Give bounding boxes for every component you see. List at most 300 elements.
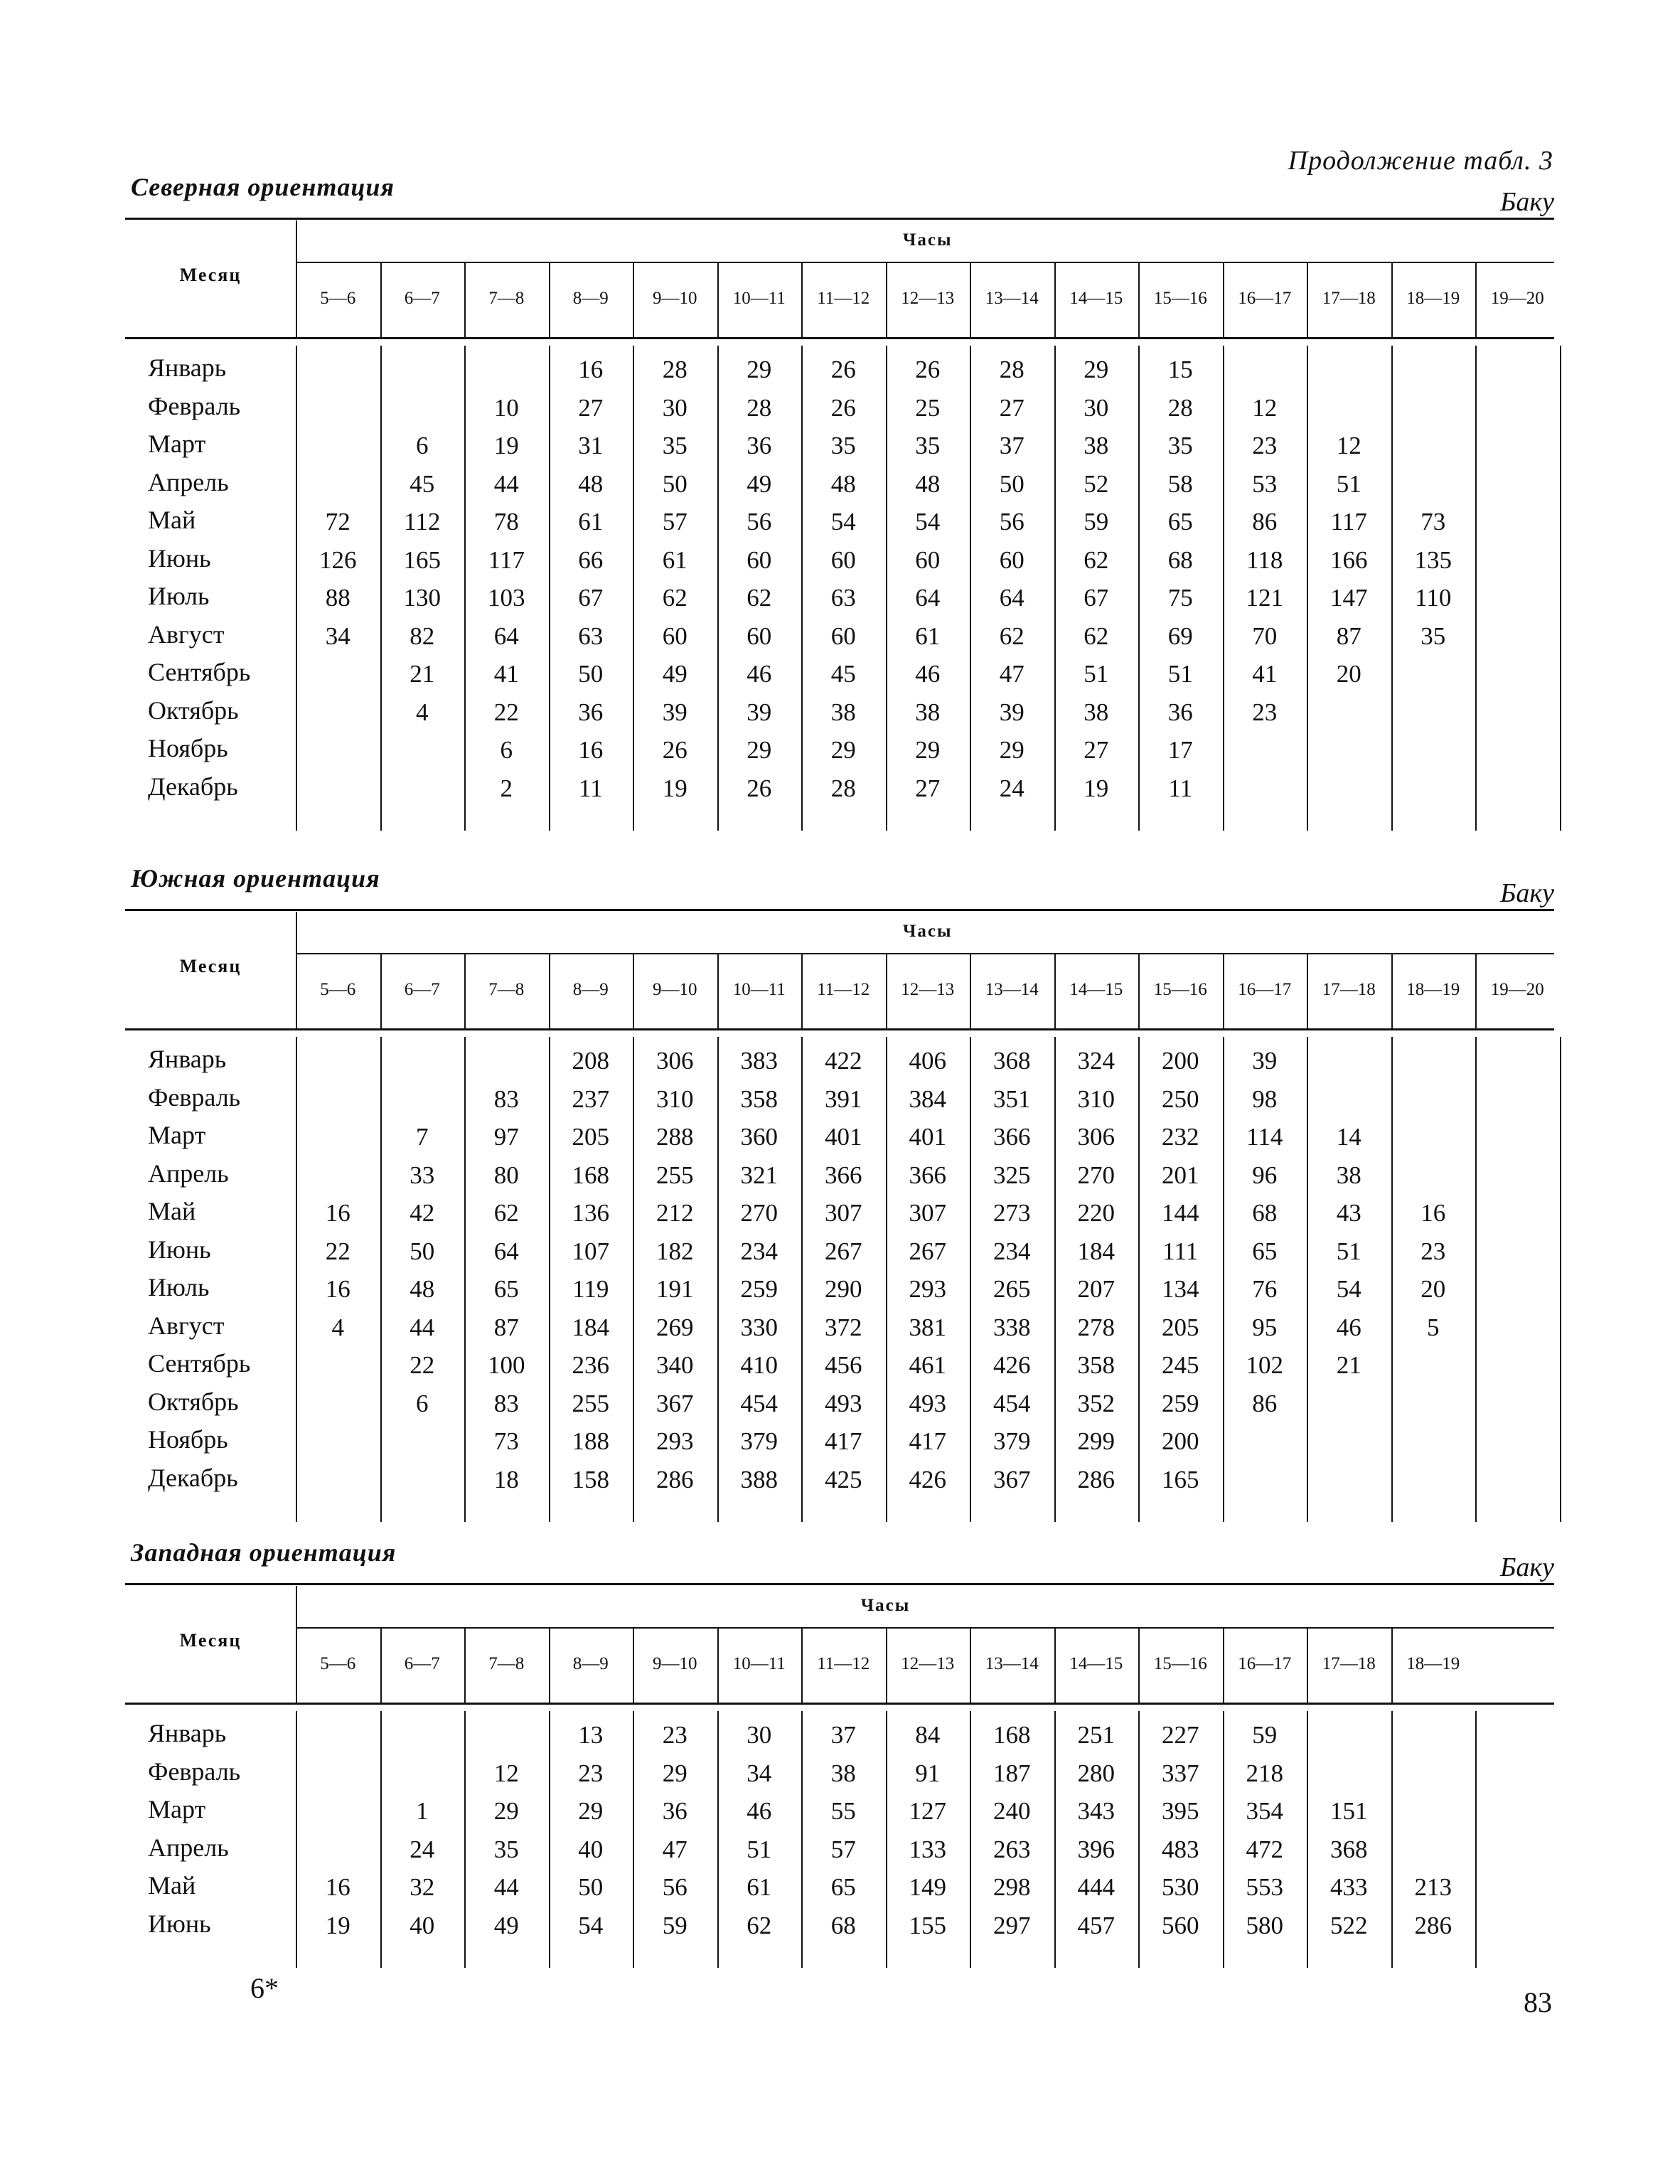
table-cell: 307	[825, 1199, 862, 1227]
table-cell: 168	[572, 1161, 609, 1189]
table-cell: 208	[572, 1047, 609, 1075]
table-cell: 14	[1336, 1123, 1361, 1151]
table-cell: 86	[1252, 1389, 1278, 1417]
hour-header: 16—17	[1238, 980, 1292, 999]
table-cell: 48	[578, 469, 604, 498]
table-cell: 39	[1252, 1047, 1278, 1075]
month-label: Июнь	[148, 1235, 211, 1264]
table-cell: 24	[410, 1835, 435, 1863]
table-cell: 65	[1252, 1237, 1278, 1265]
orientation-section	[125, 169, 1554, 832]
table-cell: 40	[410, 1911, 435, 1939]
table-cell: 16	[1420, 1199, 1446, 1227]
table-cell: 54	[915, 508, 941, 536]
column-divider	[296, 912, 297, 1028]
hour-header: 11—12	[817, 1654, 870, 1673]
table-cell: 16	[578, 736, 604, 764]
table-cell: 95	[1252, 1313, 1278, 1341]
month-label: Апрель	[148, 1158, 229, 1188]
hours-rule	[296, 1627, 1554, 1629]
table-cell: 30	[1084, 393, 1109, 422]
table-cell: 273	[993, 1199, 1031, 1227]
table-cell: 51	[1084, 660, 1109, 688]
table-cell: 55	[830, 1797, 856, 1825]
table-cell: 50	[410, 1237, 435, 1265]
table-cell: 155	[909, 1911, 946, 1939]
table-cell: 280	[1077, 1759, 1115, 1787]
table-cell: 23	[1252, 698, 1278, 726]
section-title: Южная ориентация	[131, 864, 380, 893]
table-cell: 50	[578, 660, 604, 688]
table-cell: 165	[1162, 1465, 1199, 1493]
table-cell: 255	[656, 1161, 694, 1189]
hours-header: Часы	[903, 230, 953, 250]
month-label: Октябрь	[148, 696, 239, 725]
table-cell: 16	[578, 356, 604, 383]
header-bottom-rule	[125, 1703, 1554, 1705]
header-bottom-rule	[125, 1028, 1554, 1030]
table-cell: 98	[1252, 1085, 1278, 1113]
table-cell: 48	[830, 469, 856, 498]
table-cell: 34	[325, 622, 351, 650]
table-cell: 158	[572, 1465, 609, 1493]
table-cell: 82	[410, 622, 435, 650]
table-cell: 191	[656, 1275, 694, 1303]
table-cell: 38	[1084, 698, 1109, 726]
table-cell: 56	[662, 1873, 687, 1901]
table-cell: 26	[747, 774, 772, 802]
table-cell: 38	[830, 1759, 856, 1787]
hours-rule	[296, 953, 1554, 954]
table-cell: 27	[999, 393, 1024, 422]
table-cell: 417	[825, 1427, 862, 1455]
table-cell: 367	[993, 1465, 1031, 1493]
table-cell: 23	[662, 1721, 687, 1749]
table-cell: 51	[1167, 660, 1193, 688]
table-cell: 165	[403, 545, 441, 574]
table-cell: 36	[662, 1797, 687, 1825]
table-cell: 36	[578, 698, 604, 726]
month-label: Ноябрь	[148, 1425, 228, 1454]
table-cell: 391	[825, 1085, 862, 1113]
table-cell: 522	[1330, 1911, 1368, 1939]
table-cell: 46	[1336, 1313, 1361, 1341]
table-cell: 187	[993, 1759, 1031, 1787]
hour-header: 8—9	[572, 1654, 609, 1673]
table-cell: 61	[747, 1873, 772, 1901]
table-cell: 366	[993, 1123, 1031, 1151]
table-cell: 290	[825, 1275, 862, 1303]
table-cell: 144	[1162, 1199, 1199, 1227]
table-cell: 35	[1420, 622, 1446, 650]
hour-header: 9—10	[653, 1654, 697, 1673]
table-cell: 383	[740, 1047, 778, 1075]
section-title: Северная ориентация	[131, 173, 395, 201]
hour-header: 5—6	[320, 980, 356, 999]
continuation-label: Продолжение табл. 3	[1288, 146, 1553, 176]
column-divider	[296, 1586, 297, 1703]
table-cell: 250	[1162, 1085, 1199, 1113]
table-cell: 338	[993, 1313, 1031, 1341]
table-cell: 107	[572, 1237, 609, 1265]
hour-header: 11—12	[817, 289, 870, 308]
table-cell: 293	[909, 1275, 946, 1303]
table-cell: 483	[1162, 1835, 1199, 1863]
month-label: Март	[148, 1121, 206, 1149]
table-cell: 66	[578, 545, 604, 574]
table-cell: 396	[1077, 1835, 1115, 1863]
table-cell: 306	[656, 1047, 694, 1075]
table-cell: 388	[740, 1465, 778, 1493]
table-cell: 62	[1084, 545, 1109, 574]
table-cell: 59	[1084, 508, 1109, 536]
table-cell: 286	[656, 1465, 694, 1493]
table-cell: 33	[410, 1161, 435, 1189]
hour-header: 9—10	[653, 289, 697, 308]
table-cell: 553	[1246, 1873, 1283, 1901]
table-cell: 70	[1252, 622, 1278, 650]
table-cell: 324	[1077, 1047, 1115, 1075]
table-cell: 472	[1246, 1835, 1283, 1863]
table-cell: 426	[993, 1351, 1031, 1379]
hour-header: 8—9	[572, 289, 609, 308]
table-cell: 337	[1162, 1759, 1199, 1787]
table-cell: 43	[1336, 1199, 1361, 1227]
table-cell: 358	[1077, 1351, 1115, 1379]
table-cell: 26	[830, 393, 856, 422]
table-cell: 263	[993, 1835, 1031, 1863]
table-cell: 425	[825, 1465, 862, 1493]
hour-header: 14—15	[1069, 980, 1123, 999]
table-cell: 6	[416, 432, 429, 459]
signature-mark: 6*	[250, 1972, 279, 2004]
table-cell: 4	[331, 1313, 344, 1341]
table-cell: 325	[993, 1161, 1031, 1189]
hour-header: 10—11	[732, 289, 786, 308]
data-table	[125, 1583, 1554, 1965]
table-cell: 16	[325, 1199, 351, 1227]
table-cell: 65	[830, 1873, 856, 1901]
table-cell: 64	[915, 584, 941, 612]
table-cell: 267	[825, 1237, 862, 1265]
table-cell: 32	[410, 1873, 435, 1901]
table-cell: 42	[410, 1199, 435, 1227]
table-cell: 135	[1414, 545, 1452, 574]
hour-header: 16—17	[1238, 1654, 1292, 1673]
hours-header: Часы	[903, 922, 953, 941]
hours-rule	[296, 262, 1554, 263]
table-cell: 62	[999, 622, 1024, 650]
table-cell: 44	[493, 469, 519, 498]
hour-header: 13—14	[985, 980, 1039, 999]
month-label: Январь	[148, 1719, 227, 1747]
table-cell: 134	[1162, 1275, 1199, 1303]
table-cell: 37	[999, 432, 1024, 459]
hour-header: 6—7	[404, 289, 440, 308]
table-cell: 560	[1162, 1911, 1199, 1939]
table-cell: 245	[1162, 1351, 1199, 1379]
table-top-rule	[125, 909, 1554, 911]
hour-header: 11—12	[817, 980, 870, 999]
table-cell: 49	[493, 1911, 519, 1939]
table-cell: 65	[493, 1275, 519, 1303]
month-label: Сентябрь	[148, 658, 251, 686]
table-cell: 68	[1252, 1199, 1278, 1227]
table-cell: 54	[578, 1911, 604, 1939]
table-cell: 49	[747, 469, 772, 498]
table-cell: 16	[325, 1873, 351, 1901]
hour-header: 7—8	[488, 1654, 525, 1673]
table-cell: 493	[825, 1389, 862, 1417]
table-cell: 20	[1420, 1275, 1446, 1303]
table-cell: 76	[1252, 1275, 1278, 1303]
table-cell: 147	[1330, 584, 1368, 612]
table-cell: 4	[416, 698, 429, 726]
table-cell: 27	[915, 774, 941, 802]
table-cell: 28	[999, 356, 1024, 383]
table-cell: 7	[416, 1123, 429, 1151]
table-cell: 15	[1167, 356, 1193, 383]
table-cell: 29	[747, 736, 772, 764]
table-cell: 5	[1427, 1313, 1440, 1341]
hour-header: 18—19	[1406, 1654, 1460, 1673]
table-cell: 213	[1414, 1873, 1452, 1901]
table-cell: 11	[578, 774, 603, 802]
hour-header: 19—20	[1490, 980, 1544, 999]
table-top-rule	[125, 1583, 1554, 1585]
table-cell: 63	[578, 622, 604, 650]
table-cell: 39	[747, 698, 772, 726]
hour-header: 15—16	[1153, 289, 1207, 308]
month-column-header: Месяц	[179, 1630, 242, 1651]
table-cell: 67	[1084, 584, 1109, 612]
hour-header: 12—13	[901, 289, 955, 308]
table-cell: 67	[578, 584, 604, 612]
hour-header: 10—11	[732, 1654, 786, 1673]
table-cell: 298	[993, 1873, 1031, 1901]
table-cell: 68	[1167, 545, 1193, 574]
table-cell: 91	[915, 1759, 941, 1787]
table-cell: 19	[662, 774, 687, 802]
month-label: Январь	[148, 1045, 227, 1073]
table-cell: 26	[830, 356, 856, 383]
table-cell: 53	[1252, 469, 1278, 498]
month-column-header: Месяц	[179, 956, 242, 976]
table-cell: 29	[493, 1797, 519, 1825]
hour-header: 8—9	[572, 980, 609, 999]
table-cell: 218	[1246, 1759, 1283, 1787]
column-divider	[1475, 346, 1477, 831]
month-label: Февраль	[148, 391, 241, 420]
table-cell: 310	[1077, 1085, 1115, 1113]
hour-header: 18—19	[1406, 289, 1460, 308]
table-cell: 22	[325, 1237, 351, 1265]
table-cell: 58	[1167, 469, 1193, 498]
table-cell: 117	[1330, 508, 1367, 536]
table-cell: 83	[493, 1085, 519, 1113]
table-cell: 21	[1336, 1351, 1361, 1379]
hour-header: 17—18	[1322, 980, 1376, 999]
table-cell: 38	[830, 698, 856, 726]
table-cell: 255	[572, 1389, 609, 1417]
table-cell: 60	[999, 545, 1024, 574]
month-label: Май	[148, 506, 196, 534]
table-cell: 65	[1167, 508, 1193, 536]
table-cell: 19	[325, 1911, 351, 1939]
table-cell: 62	[493, 1199, 519, 1227]
table-cell: 368	[1330, 1835, 1368, 1863]
city-label: Баку	[1499, 187, 1554, 217]
table-cell: 417	[909, 1427, 946, 1455]
table-cell: 73	[1420, 508, 1446, 536]
hour-header: 7—8	[488, 980, 525, 999]
table-cell: 54	[1336, 1275, 1361, 1303]
table-cell: 227	[1162, 1721, 1199, 1749]
table-cell: 28	[747, 393, 772, 422]
table-cell: 72	[325, 508, 351, 536]
table-cell: 13	[578, 1721, 604, 1749]
table-cell: 30	[662, 393, 687, 422]
table-cell: 379	[993, 1427, 1031, 1455]
table-cell: 73	[493, 1427, 519, 1455]
month-column-header: Месяц	[179, 265, 242, 285]
table-cell: 28	[662, 356, 687, 383]
table-cell: 27	[1084, 736, 1109, 764]
table-cell: 444	[1077, 1873, 1115, 1901]
table-cell: 37	[830, 1721, 856, 1749]
page-number: 83	[1524, 1986, 1552, 2018]
table-cell: 340	[656, 1351, 694, 1379]
table-cell: 456	[825, 1351, 862, 1379]
table-cell: 63	[830, 584, 856, 612]
data-table	[125, 909, 1554, 1519]
month-label: Март	[148, 1795, 206, 1823]
month-label: Июль	[148, 582, 210, 610]
table-cell: 29	[1084, 356, 1109, 383]
table-cell: 184	[1077, 1237, 1115, 1265]
table-cell: 44	[410, 1313, 435, 1341]
table-cell: 26	[915, 356, 941, 383]
hour-header: 5—6	[320, 289, 356, 308]
table-cell: 38	[1336, 1161, 1361, 1189]
table-cell: 395	[1162, 1797, 1199, 1825]
table-cell: 17	[1167, 736, 1193, 764]
table-cell: 168	[993, 1721, 1031, 1749]
table-cell: 358	[740, 1085, 778, 1113]
table-cell: 56	[747, 508, 772, 536]
hour-header: 12—13	[901, 1654, 955, 1673]
table-cell: 110	[1415, 584, 1452, 612]
table-cell: 410	[740, 1351, 778, 1379]
table-cell: 50	[578, 1873, 604, 1901]
table-cell: 12	[1336, 432, 1361, 459]
table-cell: 12	[493, 1759, 519, 1787]
table-cell: 265	[993, 1275, 1031, 1303]
table-cell: 64	[999, 584, 1024, 612]
hour-header: 6—7	[404, 1654, 440, 1673]
table-cell: 212	[656, 1199, 694, 1227]
table-cell: 28	[1167, 393, 1193, 422]
table-cell: 26	[662, 736, 687, 764]
table-cell: 50	[999, 469, 1024, 498]
table-cell: 57	[662, 508, 687, 536]
column-divider	[1560, 1037, 1561, 1522]
table-cell: 78	[493, 508, 519, 536]
table-cell: 151	[1330, 1797, 1368, 1825]
hour-header: 14—15	[1069, 1654, 1123, 1673]
table-cell: 299	[1077, 1427, 1115, 1455]
table-cell: 64	[493, 1237, 519, 1265]
city-label: Баку	[1499, 1552, 1554, 1582]
table-cell: 60	[747, 545, 772, 574]
orientation-section	[125, 861, 1554, 1523]
table-cell: 64	[493, 622, 519, 650]
table-cell: 48	[915, 469, 941, 498]
table-cell: 19	[493, 432, 519, 459]
table-cell: 46	[747, 660, 772, 688]
table-cell: 62	[662, 584, 687, 612]
column-divider	[1560, 346, 1561, 831]
table-cell: 310	[656, 1085, 694, 1113]
table-cell: 87	[493, 1313, 519, 1341]
table-cell: 457	[1077, 1911, 1115, 1939]
table-cell: 68	[830, 1911, 856, 1939]
table-cell: 38	[1084, 432, 1109, 459]
table-cell: 28	[830, 774, 856, 802]
table-cell: 343	[1077, 1797, 1115, 1825]
city-label: Баку	[1499, 878, 1554, 908]
table-cell: 36	[747, 432, 772, 459]
table-cell: 29	[999, 736, 1024, 764]
table-cell: 51	[1336, 1237, 1361, 1265]
table-cell: 88	[325, 584, 351, 612]
hour-header: 13—14	[985, 289, 1039, 308]
table-cell: 35	[1167, 432, 1193, 459]
table-cell: 49	[662, 660, 687, 688]
table-cell: 86	[1252, 508, 1278, 536]
table-cell: 201	[1162, 1161, 1199, 1189]
table-cell: 237	[572, 1085, 609, 1113]
table-cell: 59	[1252, 1721, 1278, 1749]
table-cell: 126	[319, 545, 357, 574]
table-cell: 149	[909, 1873, 946, 1901]
table-cell: 60	[830, 622, 856, 650]
month-label: Январь	[148, 353, 227, 382]
table-cell: 259	[1162, 1389, 1199, 1417]
month-label: Ноябрь	[148, 734, 228, 762]
table-cell: 200	[1162, 1427, 1199, 1455]
table-cell: 288	[656, 1123, 694, 1151]
table-cell: 35	[915, 432, 941, 459]
month-label: Апрель	[148, 467, 229, 496]
table-cell: 166	[1330, 545, 1368, 574]
table-cell: 80	[493, 1161, 519, 1189]
table-cell: 205	[572, 1123, 609, 1151]
table-cell: 100	[488, 1351, 525, 1379]
table-cell: 236	[572, 1351, 609, 1379]
table-cell: 24	[999, 774, 1024, 802]
table-cell: 188	[572, 1427, 609, 1455]
column-divider	[1475, 1711, 1477, 1968]
table-cell: 60	[830, 545, 856, 574]
table-cell: 60	[915, 545, 941, 574]
table-cell: 220	[1077, 1199, 1115, 1227]
table-cell: 84	[915, 1721, 941, 1749]
table-cell: 29	[830, 736, 856, 764]
table-cell: 461	[909, 1351, 946, 1379]
table-cell: 366	[909, 1161, 946, 1189]
hour-header: 10—11	[732, 980, 786, 999]
